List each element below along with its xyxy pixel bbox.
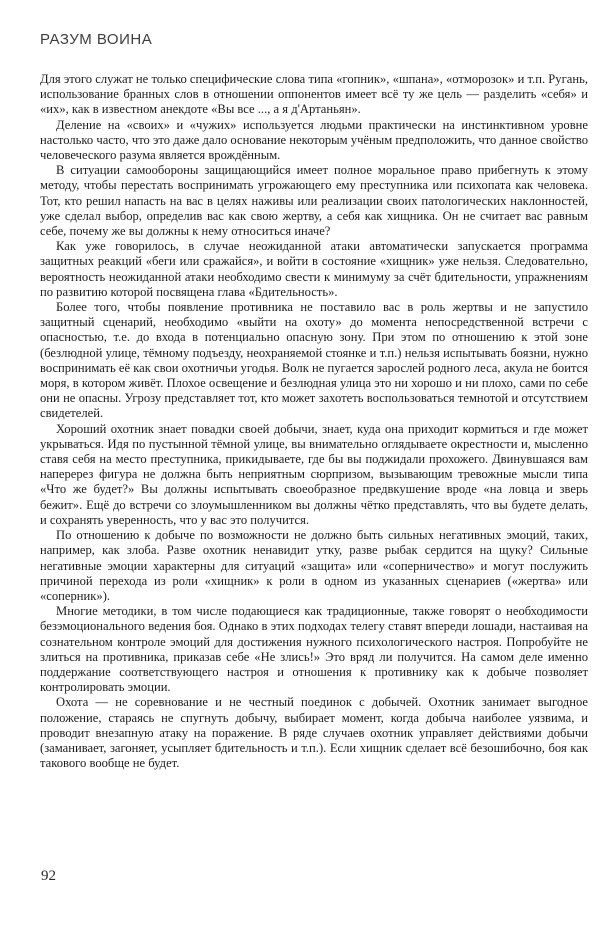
page-number: 92 (41, 868, 56, 884)
body-paragraph: Хороший охотник знает повадки своей добычи, знает, куда она приходит кормиться и где может укрываться. Идя по пустынной тёмной улице, вы внимательно оглядываете окрестности и, мысленно ставя себя на место преступника, прикидываете, где бы вы поджидали прохожего. Двинувшаяся вам наперерез фигура не должна быть неприятным сюрпризом, вызывающим тревожные мысли типа «Что же будет?» Вы должны испытывать своеобразное предвкушение вроде «на ловца и зверь бежит». Ещё до встречи со злоумышленником вы должны чётко представлять, что вы будете делать, и сохранять уверенность, что у вас это получится. (40, 421, 588, 527)
body-text-block (40, 72, 588, 771)
running-header: РАЗУМ ВОИНА (40, 31, 153, 48)
body-paragraph: Как уже говорилось, в случае неожиданной атаки автоматически запускается программа защитных реакций «беги или сражайся», и войти в состояние «хищник» уже нельзя. Следовательно, вероятность неожиданной атаки необходимо свести к минимуму за счёт бдительности, упражнениям по развитию которой посвящена глава «Бдительность». (40, 239, 588, 299)
body-paragraph: По отношению к добыче по возможности не должно быть сильных негативных эмоций, таких, например, как злоба. Разве охотник ненавидит утку, разве рыбак сердится на щуку? Сильные негативные эмоции характерны для ситуаций «защита» или «соперничество» и могут послужить причиной перехода из роли «хищник» к роли в одном из указанных сценариев («жертва» или «соперник»). (40, 528, 588, 603)
body-paragraph: Деление на «своих» и «чужих» используется людьми практически на инстинктивном уровне настолько часто, что это даже дало основание некоторым учёным предположить, что данное свойство человеческого разума является врождённым. (40, 117, 588, 163)
body-paragraph: Более того, чтобы появление противника не поставило вас в роль жертвы и не запустило защитный сценарий, необходимо «выйти на охоту» до момента непосредственной встречи с опасностью, т.е. до входа в потенциально опасную зону. При этом по отношению к этой зоне (безлюдной улице, тёмному подъезду, неохраняемой стоянке и т.п.) нельзя испытывать боязни, нужно воспринимать её как свои охотничьи угодья. Волк не пугается зарослей родного леса, акула не боится моря, в котором живёт. Плохое освещение и безлюдная улица это ни хорошо и ни плохо, сами по себе они не опасны. Угрозу представляет тот, кто может захотеть воспользоваться темнотой и отсутствием свидетелей. (40, 300, 588, 421)
body-paragraph: Многие методики, в том числе подающиеся как традиционные, также говорят о необходимости безэмоционального ведения боя. Однако в этих подходах телегу ставят впереди лошади, настаивая на сознательном контроле эмоций для достижения нужного психологического настроя. Попробуйте не злиться на противника, приказав себе «Не злись!» Это вряд ли получится. На самом деле именно поддержание соответствующего настроя и отношения к противнику как к добыче позволяет контролировать эмоции. (40, 604, 588, 695)
body-paragraph: Охота — не соревнование и не честный поединок с добычей. Охотник занимает выгодное положение, стараясь не спугнуть добычу, выбирает момент, когда добыча наиболее уязвима, и проводит внезапную атаку на поражение. В ряде случаев охотник управляет действиями добычи (заманивает, загоняет, усыпляет бдительность и т.п.). Если хищник сделает всё безошибочно, боя как такового вообще не будет. (40, 695, 588, 771)
body-paragraph: В ситуации самообороны защищающийся имеет полное моральное право прибегнуть к этому методу, чтобы перестать воспринимать угрожающего ему преступника или психопата как человека. Тот, кто решил напасть на вас в целях наживы или реализации своих патологических наклонностей, уже сделал выбор, определив вас как свою жертву, а себя как хищника. Он не считает вас равным себе, почему же вы должны к нему относиться иначе? (40, 163, 588, 239)
body-paragraph: Для этого служат не только специфические слова типа «гопник», «шпана», «отморозок» и т.п. Ругань, использование бранных слов в отношении оппонентов имеет всё ту же цель — разделить «себя» и «их», как в известном анекдоте «Вы все ..., а я д'Артаньян». (40, 72, 588, 117)
